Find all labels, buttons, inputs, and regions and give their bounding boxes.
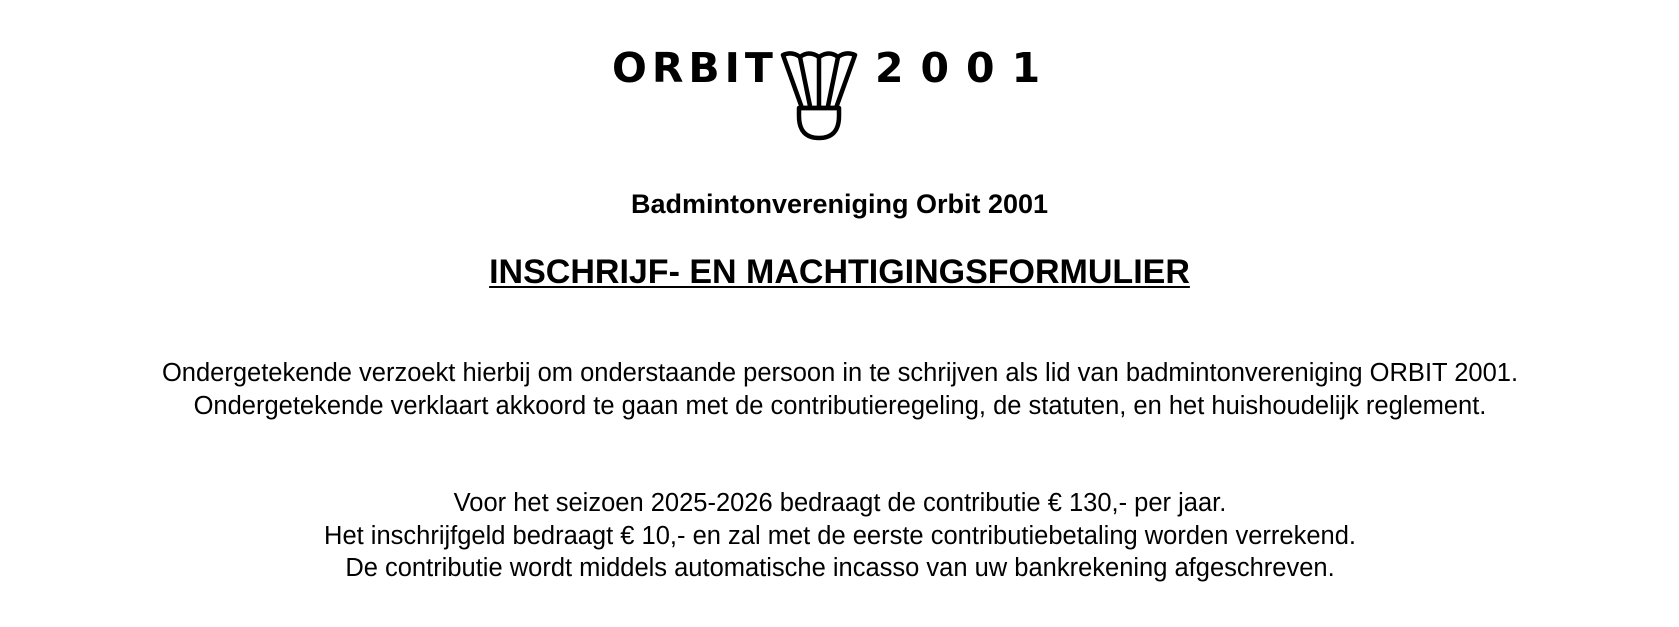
form-title [0, 252, 1679, 292]
club-name: Badmintonvereniging Orbit 2001 [630, 189, 1049, 219]
intro-text: Ondergetekende verzoekt hierbij om onderstaande persoon in te schrijven als lid van badmintonvereniging ORBIT 2001. Ondergetekende verklaart akkoord te gaan met de contributieregeling, de statuten, en het huishoudelijk reglement. [161, 359, 1519, 420]
fee-line: De contributie wordt middels automatische incasso van uw bankrekening afgeschreven. [345, 554, 1335, 582]
form-title-text: INSCHRIJF- EN MACHTIGINGSFORMULIER [489, 253, 1190, 291]
club-logo [0, 46, 1679, 144]
fee-line: Voor het seizoen 2025-2026 bedraagt de contributie € 130,- per jaar. [453, 489, 1227, 517]
shuttlecock-icon [779, 48, 859, 144]
logo-text-orbit: ORBIT [612, 44, 778, 92]
logo-text-2001: 2001 [875, 44, 1058, 92]
fee-line: Het inschrijfgeld bedraagt € 10,- en zal met de eerste contributiebetaling worden verrekend. [324, 521, 1356, 550]
intro-paragraph [140, 357, 1540, 422]
fee-paragraph [140, 487, 1540, 585]
